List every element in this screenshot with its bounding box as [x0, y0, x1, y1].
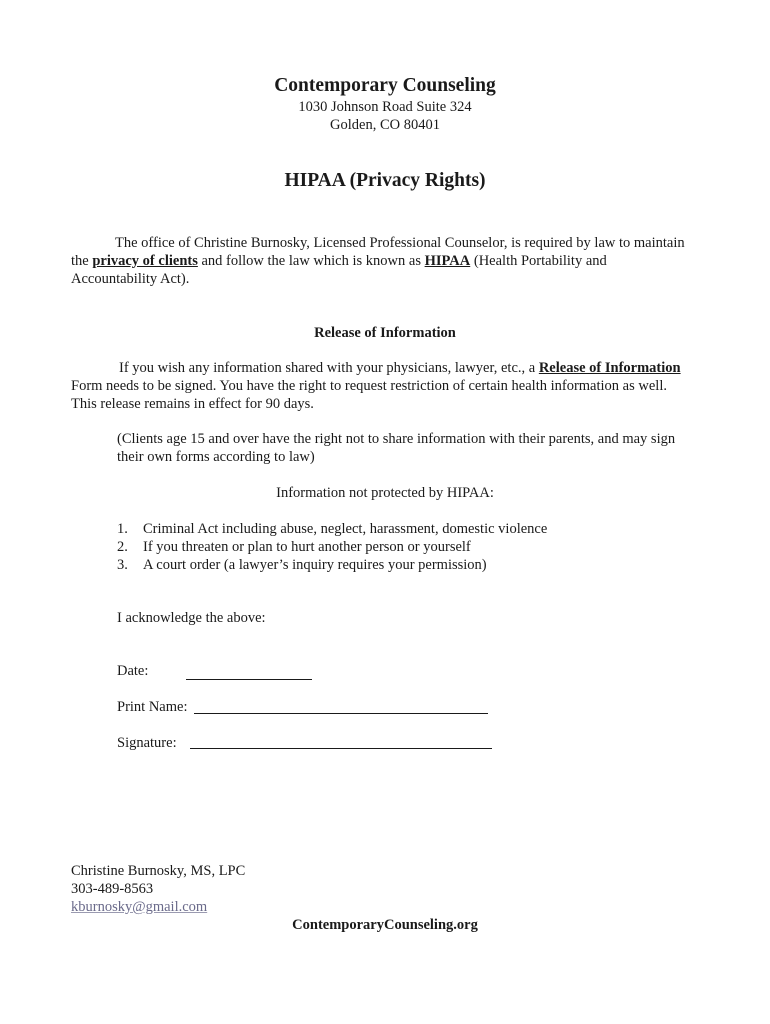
list-item-number: 3. [117, 557, 128, 573]
address-line-1: 1030 Johnson Road Suite 324 [298, 99, 472, 115]
release-text-1: If you wish any information shared with your physicians, lawyer, etc., a [119, 360, 539, 376]
signature-label: Signature: [117, 735, 177, 751]
phone-number: 303-489-8563 [71, 881, 154, 897]
list-item-number: 2. [117, 539, 128, 555]
list-item-text: A court order (a lawyer’s inquiry requires your permission) [143, 557, 487, 573]
release-heading: Release of Information [314, 325, 456, 341]
acknowledgment-statement: I acknowledge the above: [117, 610, 266, 626]
date-label: Date: [117, 663, 149, 679]
not-protected-heading: Information not protected by HIPAA: [276, 485, 494, 501]
website-text: ContemporaryCounseling.org [292, 917, 478, 933]
print-name-label: Print Name: [117, 699, 188, 715]
list-item [117, 556, 677, 574]
hipaa-text: HIPAA [424, 253, 471, 269]
release-of-information-text: Release of Information [538, 360, 681, 376]
address-line-2: Golden, CO 80401 [330, 117, 440, 133]
not-protected-list [117, 520, 677, 574]
document-title: HIPAA (Privacy Rights) [284, 170, 486, 191]
print-name-field[interactable] [194, 713, 488, 714]
list-item-number: 1. [117, 521, 128, 537]
privacy-of-clients-text: privacy of clients [92, 253, 198, 269]
organization-name: Contemporary Counseling [274, 75, 496, 96]
date-field[interactable] [186, 679, 312, 680]
list-item [117, 520, 677, 538]
intro-text-1: The office of Christine Burnosky, Licensed Professional Counselor, is required by law to maintain the [71, 235, 685, 269]
intro-paragraph [71, 234, 691, 288]
clients-note: (Clients age 15 and over have the right not to share information with their parents, and may sign their own forms according to law) [117, 431, 676, 465]
intro-text-3: (Health Portability and Accountability Act). [71, 253, 607, 287]
list-item-text: Criminal Act including abuse, neglect, harassment, domestic violence [143, 521, 548, 537]
signature-field[interactable] [190, 748, 492, 749]
list-item [117, 538, 677, 556]
counselor-name: Christine Burnosky, MS, LPC [71, 863, 246, 879]
release-paragraph [71, 359, 691, 413]
intro-text-2: and follow the law which is known as [197, 253, 425, 269]
list-item-text: If you threaten or plan to hurt another person or yourself [143, 539, 471, 555]
email-link[interactable]: kburnosky@gmail.com [71, 899, 208, 915]
release-text-2: Form needs to be signed. You have the right to request restriction of certain health information as well. This release remains in effect for 90 days. [71, 378, 667, 412]
